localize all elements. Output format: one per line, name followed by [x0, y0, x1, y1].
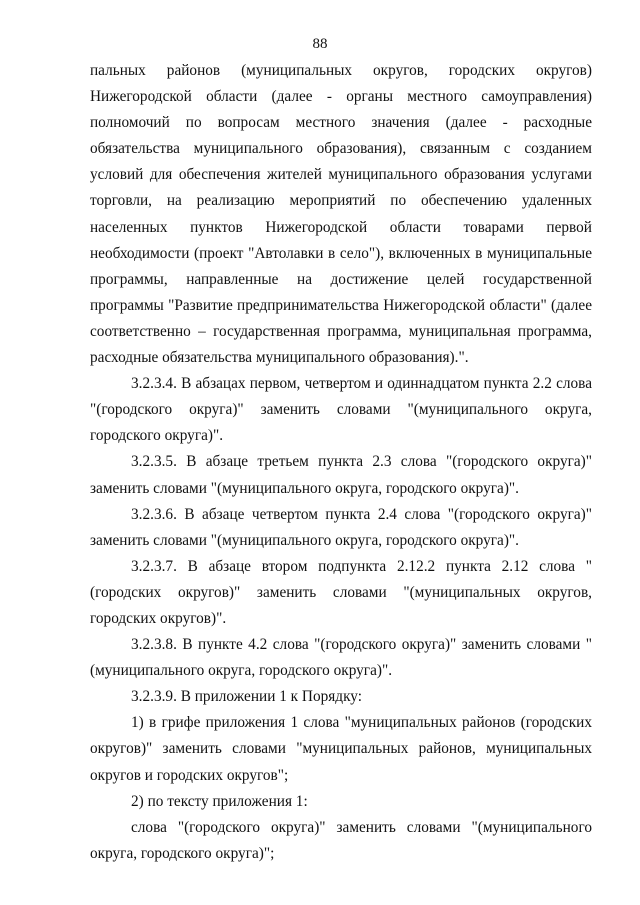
paragraph-3-2-3-5: 3.2.3.5. В абзаце третьем пункта 2.3 слова "(городского округа)" заменить словами "(муниципального округа, городского округа)". [90, 453, 592, 497]
page-number: 88 [312, 36, 328, 52]
paragraph-continuation: пальных районов (муниципальных округов, городских округов) Нижегородской области (далее - органы местного самоуправления) полномочий по вопросам местного значения (далее - расходные обязательства муниципального образования), связанным с созданием условий для обеспечения жителей муниципального образования услугами торговли, на реализацию мероприятий по обеспечению удаленных населенных пунктов Нижегородской области товарами первой необходимости (проект "Автолавки в село"), включенных в муниципальные программы, направленные на достижение целей государственной программы "Развитие предпринимательства Нижегородской области" (далее соответственно – государственная программа, муниципальная программа, расходные обязательства муниципального образования).". [90, 62, 592, 367]
paragraph-3-2-3-9: 3.2.3.9. В приложении 1 к Порядку: [131, 688, 363, 706]
list-item-2: 2) по тексту приложения 1: [131, 792, 308, 810]
paragraph-3-2-3-6: 3.2.3.6. В абзаце четвертом пункта 2.4 слова "(городского округа)" заменить словами "(муниципального округа, городского округа)". [90, 505, 592, 549]
paragraph-3-2-3-8: 3.2.3.8. В пункте 4.2 слова "(городского округа)" заменить словами "(муниципального округа, городского округа)". [90, 636, 592, 680]
list-item-1: 1) в грифе приложения 1 слова "муниципальных районов (городских округов)" заменить словами "муниципальных районов, муниципальных округов и городских округов"; [90, 714, 592, 784]
document-body [90, 58, 592, 867]
paragraph-3-2-3-7: 3.2.3.7. В абзаце втором подпункта 2.12.2 пункта 2.12 слова "(городских округов)" заменить словами "(муниципальных округов, городских округов)". [90, 557, 592, 627]
paragraph-3-2-3-4: 3.2.3.4. В абзацах первом, четвертом и одиннадцатом пункта 2.2 слова "(городского округа)" заменить словами "(муниципального округа, городского округа)". [90, 375, 592, 445]
list-item-2-detail: слова "(городского округа)" заменить словами "(муниципального округа, городского округа)"; [90, 818, 592, 862]
